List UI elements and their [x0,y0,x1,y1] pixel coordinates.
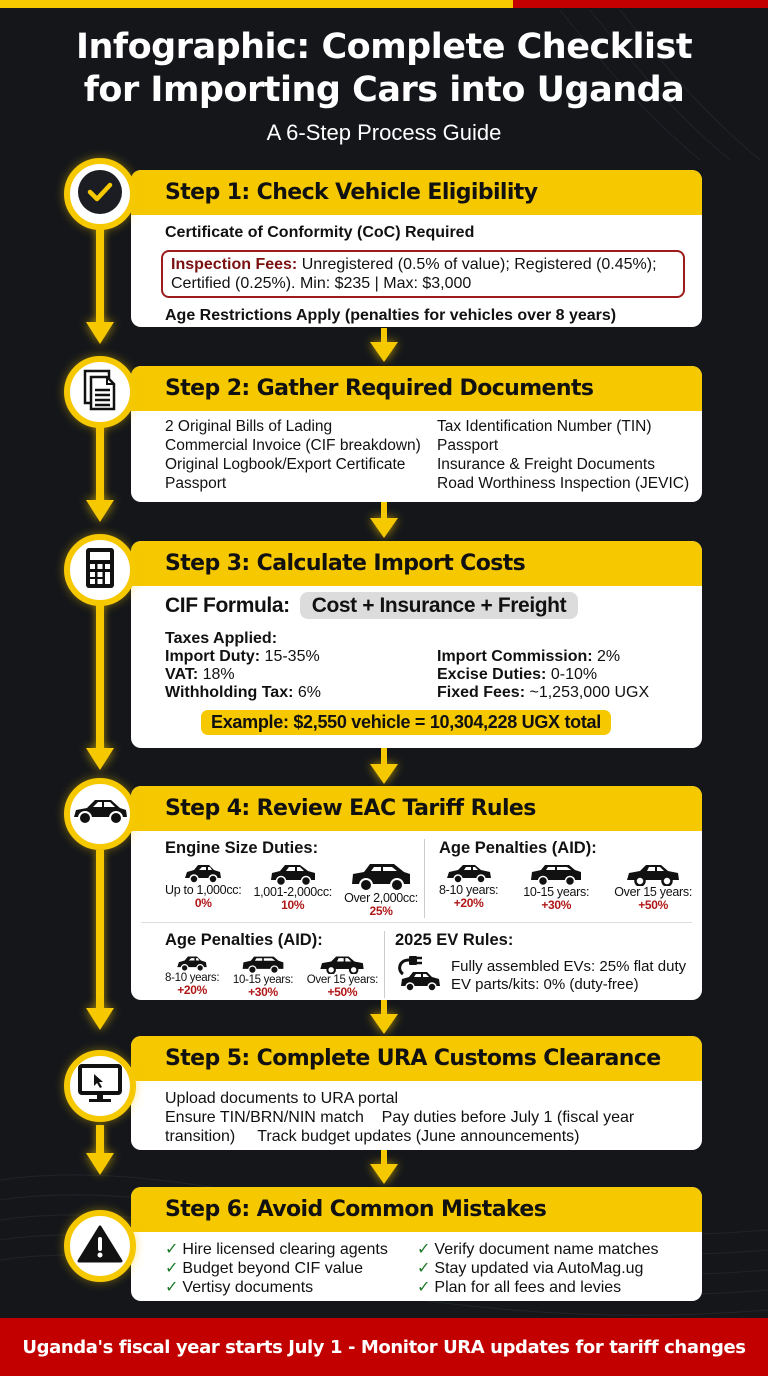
sedan-icon [445,862,493,884]
clearance-item: Ensure TIN/BRN/NIN match Pay duties before July 1 (fiscal year [165,1109,635,1126]
document-item: Original Logbook/Export Certificate [165,456,406,473]
rail-connector-1 [96,226,104,326]
step-1-badge [64,158,136,230]
small-car-icon [173,954,211,972]
title-line-2: for Importing Cars into Uganda [83,70,685,110]
check-icon: ✓ [417,1241,431,1258]
document-item: 2 Original Bills of Lading [165,418,333,435]
warning-icon [77,1224,123,1269]
engine-size-section [141,839,425,918]
tax-item: Fixed Fees: ~1,253,000 UGX [437,684,650,701]
age-tier: Over 15 years: +50% [614,862,692,912]
suv-icon [350,862,412,892]
small-car-icon [182,862,224,884]
calculator-icon [85,547,115,594]
step-3-badge [64,534,136,606]
age-penalties-section-2 [141,931,385,998]
tax-item: Import Duty: 15-35% [165,648,320,665]
rail-connector-5 [96,1125,104,1155]
tax-item: Excise Duties: 0-10% [437,666,598,683]
tip-item: ✓ Plan for all fees and levies [417,1279,622,1296]
age-penalties-heading: Age Penalties (AID): [439,839,597,857]
document-item: Commercial Invoice (CIF breakdown) [165,437,421,454]
document-item: Passport [437,437,499,454]
rail-arrow-1 [86,322,114,344]
step-3-title: Step 3: Calculate Import Costs [131,541,702,586]
cif-formula-pill: Cost + Insurance + Freight [300,592,579,619]
tax-item: Import Commission: 2% [437,648,621,665]
check-icon: ✓ [165,1279,179,1296]
rail-arrow-5 [86,1153,114,1175]
step-5-title: Step 5: Complete URA Customs Clearance [131,1036,702,1081]
clearance-item: transition) Track budget updates (June announcements) [165,1128,580,1145]
rail-connector-2 [96,420,104,502]
tax-item: Withholding Tax: 6% [165,684,321,701]
rail-connector-4 [96,850,104,1010]
step-1-title: Step 1: Check Vehicle Eligibility [131,170,702,215]
age-tier: 8-10 years: +20% [439,862,498,912]
step-2-badge [64,356,136,428]
cif-formula-label: CIF Formula: [165,594,290,617]
top-bar-red [513,0,768,8]
classic-sedan-icon [625,862,681,886]
documents-list-right [437,417,692,493]
documents-icon [83,369,117,416]
tip-item: ✓ Budget beyond CIF value [165,1260,363,1277]
document-item: Passport [165,475,227,492]
tariff-top-row [141,839,692,923]
step-2-title: Step 2: Gather Required Documents [131,366,702,411]
age-tier: Over 15 years: +50% [307,954,378,998]
step-1-card [131,170,702,327]
rail-connector-3 [96,600,104,750]
age-penalties-heading-2: Age Penalties (AID): [165,931,323,949]
footer-text: Uganda's fiscal year starts July 1 - Monitor URA updates for tariff changes [22,1336,746,1358]
check-icon: ✓ [165,1260,179,1277]
page-title [0,26,768,112]
top-bar-yellow [0,0,513,8]
footer-banner [0,1318,768,1376]
hatchback-car-icon [268,862,318,886]
tip-item: ✓ Stay updated via AutoMag.ug [417,1260,644,1277]
center-arrow-4 [370,1014,398,1034]
rail-arrow-3 [86,748,114,770]
step-4-title: Step 4: Review EAC Tariff Rules [131,786,702,831]
check-icon: ✓ [417,1279,431,1296]
taxes-heading: Taxes Applied: [165,630,278,647]
age-tier: 10-15 years: +30% [233,954,293,998]
inspection-fees-text: Unregistered (0.5% of value); Registered (0.45%); Certified (0.25%). Min: $235 | Max: $3,000 [171,256,657,292]
car-icon [71,797,129,832]
step-3-card [131,541,702,748]
wagon-icon [529,862,583,886]
ev-charging-car-icon [395,954,443,997]
computer-monitor-icon [78,1064,122,1109]
document-item: Tax Identification Number (TIN) [437,418,652,435]
wagon-icon [241,954,285,974]
step-4-badge [64,778,136,850]
engine-tier: Over 2,000cc: 25% [344,862,418,918]
step-4-card [131,786,702,1000]
center-arrow-2 [370,518,398,538]
ev-rules-heading: 2025 EV Rules: [395,931,514,949]
ev-rule-item: Fully assembled EVs: 25% flat duty [451,957,687,975]
step-6-title: Step 6: Avoid Common Mistakes [131,1187,702,1232]
page-subtitle: A 6-Step Process Guide [266,120,502,145]
ev-rule-item: EV parts/kits: 0% (duty-free) [451,975,639,993]
center-arrow-1 [370,342,398,362]
coc-requirement: Certificate of Conformity (CoC) Required [165,224,475,241]
top-color-bar [0,0,768,8]
inspection-fees-label: Inspection Fees: [171,256,298,273]
step-2-card [131,366,702,502]
age-restrictions: Age Restrictions Apply (penalties for vehicles over 8 years) [165,307,617,324]
step-6-badge [64,1210,136,1282]
inspection-fees-box [161,250,685,298]
check-icon: ✓ [417,1260,431,1277]
tariff-bottom-row [141,923,692,998]
tax-item: VAT: 18% [165,666,235,683]
tips-left [165,1240,417,1297]
cost-example-banner: Example: $2,550 vehicle = 10,304,228 UGX total [201,710,611,735]
cif-formula-row [165,592,692,619]
tip-item: ✓ Vertisy documents [165,1279,314,1296]
center-arrow-5 [370,1164,398,1184]
rail-arrow-2 [86,500,114,522]
ev-rules-section [385,931,692,998]
tip-item: ✓ Verify document name matches [417,1241,659,1258]
engine-tier: Up to 1,000cc: 0% [165,862,241,918]
age-penalties-section [425,839,692,918]
check-icon: ✓ [165,1241,179,1258]
taxes-grid [165,648,692,702]
title-line-1: Infographic: Complete Checklist [75,27,693,67]
step-5-badge [64,1050,136,1122]
age-tier: 10-15 years: +30% [523,862,589,912]
classic-sedan-icon [318,954,366,974]
engine-size-heading: Engine Size Duties: [165,839,319,857]
checkmark-icon [77,169,123,220]
document-item: Insurance & Freight Documents [437,456,655,473]
rail-arrow-4 [86,1008,114,1030]
step-5-card [131,1036,702,1150]
documents-list-left [165,417,437,493]
age-tier: 8-10 years: +20% [165,954,219,998]
center-arrow-3 [370,764,398,784]
document-item: Road Worthiness Inspection (JEVIC) [437,475,690,492]
step-6-card [131,1187,702,1301]
engine-tier: 1,001-2,000cc: 10% [253,862,332,918]
tip-item: ✓ Hire licensed clearing agents [165,1241,388,1258]
clearance-item: Upload documents to URA portal [165,1090,399,1107]
tips-right [417,1240,692,1297]
